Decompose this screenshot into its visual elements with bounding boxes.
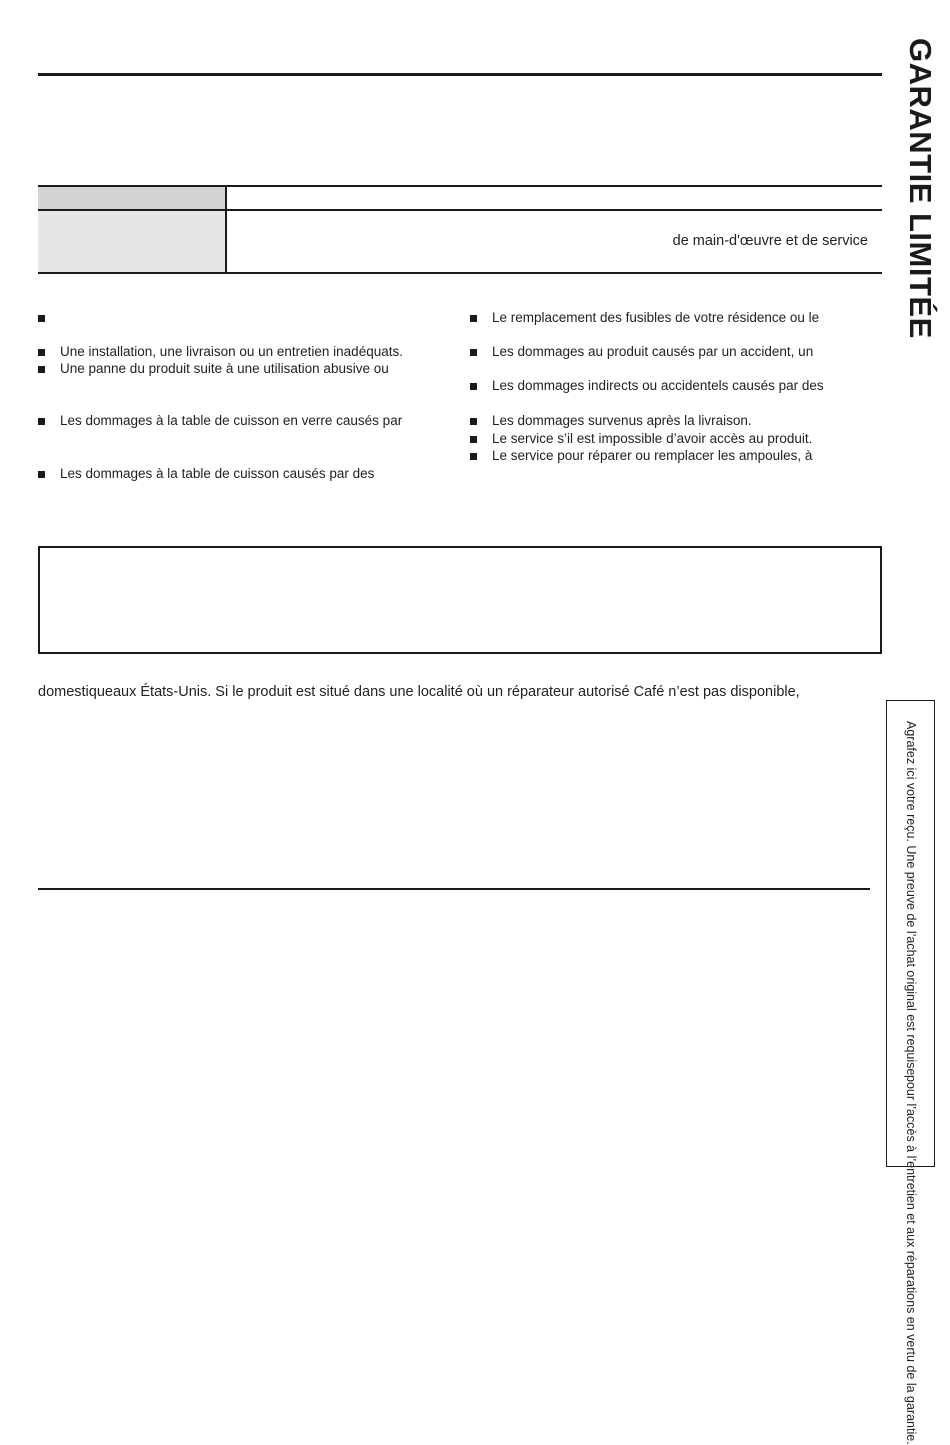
table-bottom-border	[38, 272, 882, 274]
table-top-border	[38, 185, 882, 187]
table-header-label-cell	[38, 187, 225, 209]
bullet-icon	[38, 471, 45, 478]
notice-box	[38, 546, 882, 654]
table-column-divider	[225, 185, 227, 274]
table-row-divider	[38, 209, 882, 211]
staple-note-line: Agrafez ici votre reçu. Une preuve de l’achat original est requise	[904, 721, 918, 1076]
staple-note	[887, 701, 934, 1445]
receipt-staple-box	[886, 700, 935, 1445]
body-paragraph: domestiqueaux États-Unis. Si le produit est situé dans une localité où un réparateur autorisé Café n’est pas disponible,	[38, 684, 800, 700]
bullet-icon	[470, 436, 477, 443]
bullet-icon	[38, 418, 45, 425]
bullet-icon	[470, 383, 477, 390]
bullet-icon	[470, 349, 477, 356]
bullet-icon	[38, 366, 45, 373]
bullet-icon	[38, 315, 45, 322]
bullet-icon	[470, 418, 477, 425]
bullet-icon	[470, 453, 477, 460]
section-title: GARANTIE LIMITÉE	[903, 38, 938, 339]
table-row-text: de main-d'œuvre et de service	[672, 233, 868, 249]
table-row-label-cell	[38, 211, 225, 272]
bullet-icon	[470, 315, 477, 322]
warranty-table	[38, 185, 882, 274]
bottom-rule	[38, 888, 870, 890]
bullet-icon	[38, 349, 45, 356]
staple-note-line: pour l’accès à l’entretien et aux réparations en vertu de la garantie.	[904, 1075, 918, 1445]
top-rule	[38, 73, 882, 76]
